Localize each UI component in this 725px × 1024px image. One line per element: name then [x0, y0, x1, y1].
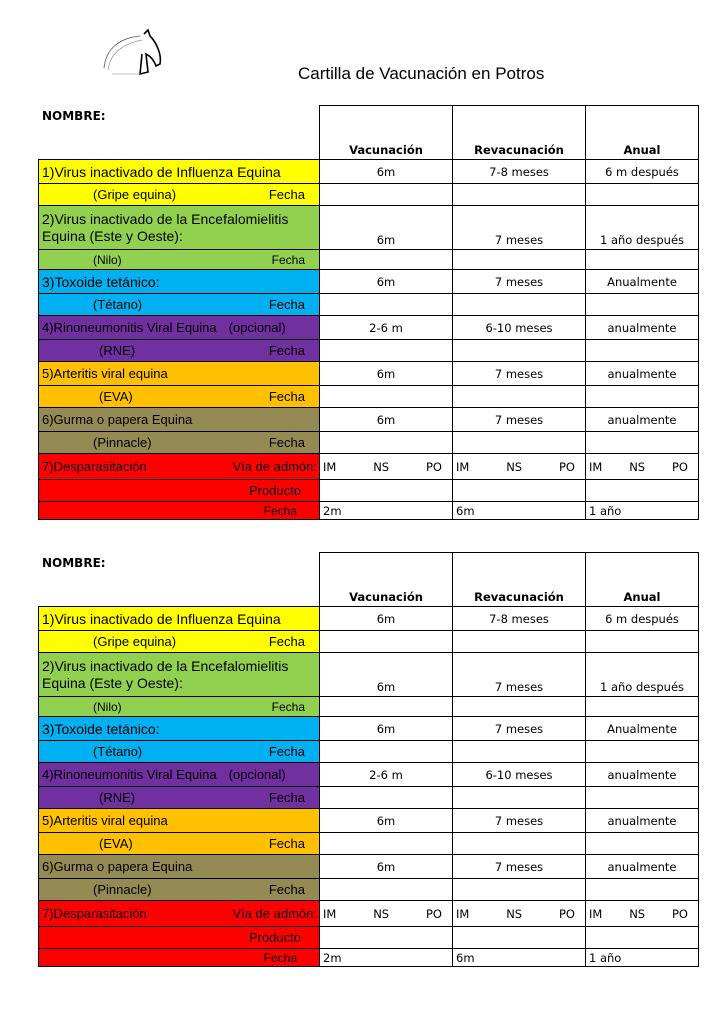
- page-title: Cartilla de Vacunación en Potros: [298, 64, 545, 83]
- value-cell: 6 m después: [586, 607, 699, 631]
- producto-input[interactable]: [320, 480, 453, 502]
- vaccine-label: 6)Gurma o papera Equina: [39, 408, 320, 432]
- value-cell: 6-10 meses: [453, 763, 586, 787]
- vaccination-table: [38, 552, 699, 967]
- vaccine-sublabel: (Pinnacle): [93, 435, 152, 450]
- vaccine-label: 1)Virus inactivado de Influenza Equina: [39, 160, 320, 184]
- vaccine-sublabel: (Nilo): [93, 699, 122, 714]
- value-cell: 6-10 meses: [453, 316, 586, 340]
- value-cell: 2-6 m: [320, 316, 453, 340]
- fecha-value: 1 año: [586, 949, 699, 967]
- fecha-label: Fecha: [268, 744, 305, 759]
- fecha-label: Fecha: [271, 699, 305, 714]
- vaccine-label: 6)Gurma o papera Equina: [39, 855, 320, 879]
- value-cell: 7 meses: [453, 362, 586, 386]
- vaccine-sublabel: (RNE): [99, 790, 136, 805]
- producto-input[interactable]: [453, 480, 586, 502]
- fecha-input[interactable]: [586, 879, 699, 901]
- value-cell: 7 meses: [453, 270, 586, 294]
- deworming-label: 7)Desparasitación: [42, 906, 147, 921]
- fecha-input[interactable]: [320, 294, 453, 316]
- fecha-input[interactable]: [453, 184, 586, 206]
- fecha-input[interactable]: [586, 294, 699, 316]
- fecha-value: 2m: [320, 502, 453, 520]
- via-option[interactable]: IM: [589, 906, 603, 921]
- fecha-value: 6m: [453, 502, 586, 520]
- vaccine-sublabel: (Pinnacle): [93, 882, 152, 897]
- vaccination-card-2: [38, 552, 698, 967]
- fecha-input[interactable]: [586, 697, 699, 717]
- vaccine-sublabel: (Nilo): [93, 252, 122, 267]
- value-cell: 7-8 meses: [453, 607, 586, 631]
- via-option[interactable]: NS: [506, 906, 523, 921]
- fecha-input[interactable]: [320, 250, 453, 270]
- fecha-input[interactable]: [320, 340, 453, 362]
- fecha-input[interactable]: [586, 250, 699, 270]
- fecha-input[interactable]: [320, 184, 453, 206]
- vaccine-label: 1)Virus inactivado de Influenza Equina: [39, 607, 320, 631]
- fecha-label: Fecha: [268, 882, 305, 897]
- producto-label: Producto: [39, 927, 320, 949]
- vaccine-sublabel: (EVA): [99, 836, 133, 851]
- via-option[interactable]: IM: [589, 459, 603, 474]
- value-cell: 6m: [320, 809, 453, 833]
- vaccine-sublabel: (RNE): [99, 343, 136, 358]
- fecha-input[interactable]: [586, 787, 699, 809]
- vaccination-card-1: [38, 105, 698, 520]
- value-cell: 1 año después: [586, 653, 699, 697]
- column-header: Vacunación: [320, 553, 453, 607]
- via-option[interactable]: PO: [425, 906, 442, 921]
- fecha-input[interactable]: [586, 184, 699, 206]
- value-cell: 7 meses: [453, 653, 586, 697]
- value-cell: anualmente: [586, 855, 699, 879]
- column-header: Revacunación: [453, 553, 586, 607]
- via-option[interactable]: IM: [456, 906, 470, 921]
- fecha-input[interactable]: [586, 631, 699, 653]
- deworming-label: 7)Desparasitación: [42, 459, 147, 474]
- value-cell: 7 meses: [453, 809, 586, 833]
- fecha-input[interactable]: [320, 879, 453, 901]
- value-cell: 1 año después: [586, 206, 699, 250]
- producto-label: Producto: [39, 480, 320, 502]
- value-cell: 6m: [320, 362, 453, 386]
- value-cell: 6m: [320, 653, 453, 697]
- producto-input[interactable]: [320, 927, 453, 949]
- fecha-input[interactable]: [453, 833, 586, 855]
- via-option[interactable]: PO: [425, 459, 442, 474]
- fecha-input[interactable]: [586, 833, 699, 855]
- fecha-input[interactable]: [453, 340, 586, 362]
- vaccine-sublabel: (Tétano): [93, 744, 143, 759]
- fecha-label: Fecha: [268, 836, 305, 851]
- fecha-label: Fecha: [268, 297, 305, 312]
- vaccine-label: 4)Rinoneumonitis Viral Equina: [42, 767, 217, 782]
- fecha-input[interactable]: [320, 787, 453, 809]
- fecha-label: Fecha: [271, 252, 305, 267]
- fecha-value: 1 año: [586, 502, 699, 520]
- value-cell: 6m: [320, 607, 453, 631]
- fecha-input[interactable]: [320, 697, 453, 717]
- value-cell: anualmente: [586, 809, 699, 833]
- fecha-input[interactable]: [453, 787, 586, 809]
- fecha-input[interactable]: [453, 879, 586, 901]
- via-option[interactable]: NS: [373, 906, 390, 921]
- horse-head-logo: [100, 28, 166, 84]
- fecha-input[interactable]: [320, 833, 453, 855]
- column-header: Vacunación: [320, 106, 453, 160]
- fecha-label: Fecha: [268, 790, 305, 805]
- value-cell: 7 meses: [453, 206, 586, 250]
- fecha-input[interactable]: [320, 741, 453, 763]
- via-option[interactable]: PO: [671, 459, 688, 474]
- value-cell: 7 meses: [453, 408, 586, 432]
- fecha-input[interactable]: [453, 294, 586, 316]
- fecha-label: Fecha: [39, 502, 320, 520]
- via-label: Vía de admón:: [232, 906, 317, 921]
- via-option[interactable]: NS: [506, 459, 523, 474]
- value-cell: 7-8 meses: [453, 160, 586, 184]
- value-cell: 6m: [320, 160, 453, 184]
- producto-input[interactable]: [453, 927, 586, 949]
- fecha-value: 2m: [320, 949, 453, 967]
- column-header: Anual: [586, 106, 699, 160]
- via-option[interactable]: PO: [558, 459, 575, 474]
- vaccine-label: Equina (Este y Oeste):: [42, 674, 183, 691]
- via-option[interactable]: NS: [373, 459, 390, 474]
- vaccine-sublabel: (Gripe equina): [93, 187, 177, 202]
- fecha-input[interactable]: [453, 250, 586, 270]
- fecha-input[interactable]: [586, 741, 699, 763]
- value-cell: 6m: [320, 717, 453, 741]
- value-cell: 6m: [320, 855, 453, 879]
- vaccination-table: [38, 105, 699, 520]
- fecha-input[interactable]: [586, 340, 699, 362]
- value-cell: 6m: [320, 408, 453, 432]
- vaccine-label: Equina (Este y Oeste):: [42, 227, 183, 244]
- vaccine-label: 3)Toxoide tetánico:: [39, 270, 320, 294]
- via-option[interactable]: IM: [323, 906, 337, 921]
- vaccine-label: 2)Virus inactivado de la Encefalomielitis: [42, 657, 289, 674]
- optional-label: (opcional): [228, 767, 286, 782]
- value-cell: anualmente: [586, 408, 699, 432]
- via-option[interactable]: PO: [671, 906, 688, 921]
- vaccine-label: 4)Rinoneumonitis Viral Equina: [42, 320, 217, 335]
- via-label: Vía de admón:: [232, 459, 317, 474]
- vaccine-label: 5)Arteritis viral equina: [39, 362, 320, 386]
- via-option[interactable]: NS: [629, 459, 646, 474]
- fecha-input[interactable]: [453, 631, 586, 653]
- via-option[interactable]: NS: [629, 906, 646, 921]
- value-cell: 6 m después: [586, 160, 699, 184]
- via-option[interactable]: IM: [323, 459, 337, 474]
- via-option[interactable]: IM: [456, 459, 470, 474]
- vaccine-label: 3)Toxoide tetánico:: [39, 717, 320, 741]
- column-header: Anual: [586, 553, 699, 607]
- value-cell: 6m: [320, 206, 453, 250]
- value-cell: Anualmente: [586, 270, 699, 294]
- value-cell: 6m: [320, 270, 453, 294]
- value-cell: 7 meses: [453, 855, 586, 879]
- optional-label: (opcional): [228, 320, 286, 335]
- value-cell: 2-6 m: [320, 763, 453, 787]
- fecha-label: Fecha: [268, 435, 305, 450]
- fecha-label: Fecha: [268, 343, 305, 358]
- fecha-input[interactable]: [320, 631, 453, 653]
- value-cell: 7 meses: [453, 717, 586, 741]
- fecha-input[interactable]: [320, 432, 453, 454]
- value-cell: anualmente: [586, 362, 699, 386]
- fecha-input[interactable]: [586, 386, 699, 408]
- fecha-value: 6m: [453, 949, 586, 967]
- producto-input[interactable]: [586, 480, 699, 502]
- column-header: Revacunación: [453, 106, 586, 160]
- fecha-label: Fecha: [268, 187, 305, 202]
- fecha-input[interactable]: [453, 741, 586, 763]
- fecha-input[interactable]: [586, 432, 699, 454]
- vaccine-label: 5)Arteritis viral equina: [39, 809, 320, 833]
- nombre-label: NOMBRE:: [42, 556, 106, 570]
- fecha-input[interactable]: [453, 432, 586, 454]
- value-cell: Anualmente: [586, 717, 699, 741]
- fecha-input[interactable]: [453, 386, 586, 408]
- vaccine-label: 2)Virus inactivado de la Encefalomielitis: [42, 210, 289, 227]
- producto-input[interactable]: [586, 927, 699, 949]
- fecha-label: Fecha: [268, 389, 305, 404]
- vaccine-sublabel: (Tétano): [93, 297, 143, 312]
- vaccine-sublabel: (Gripe equina): [93, 634, 177, 649]
- value-cell: anualmente: [586, 316, 699, 340]
- via-option[interactable]: PO: [558, 906, 575, 921]
- fecha-input[interactable]: [320, 386, 453, 408]
- fecha-label: Fecha: [268, 634, 305, 649]
- value-cell: anualmente: [586, 763, 699, 787]
- vaccine-sublabel: (EVA): [99, 389, 133, 404]
- nombre-label: NOMBRE:: [42, 109, 106, 123]
- fecha-label: Fecha: [39, 949, 320, 967]
- fecha-input[interactable]: [453, 697, 586, 717]
